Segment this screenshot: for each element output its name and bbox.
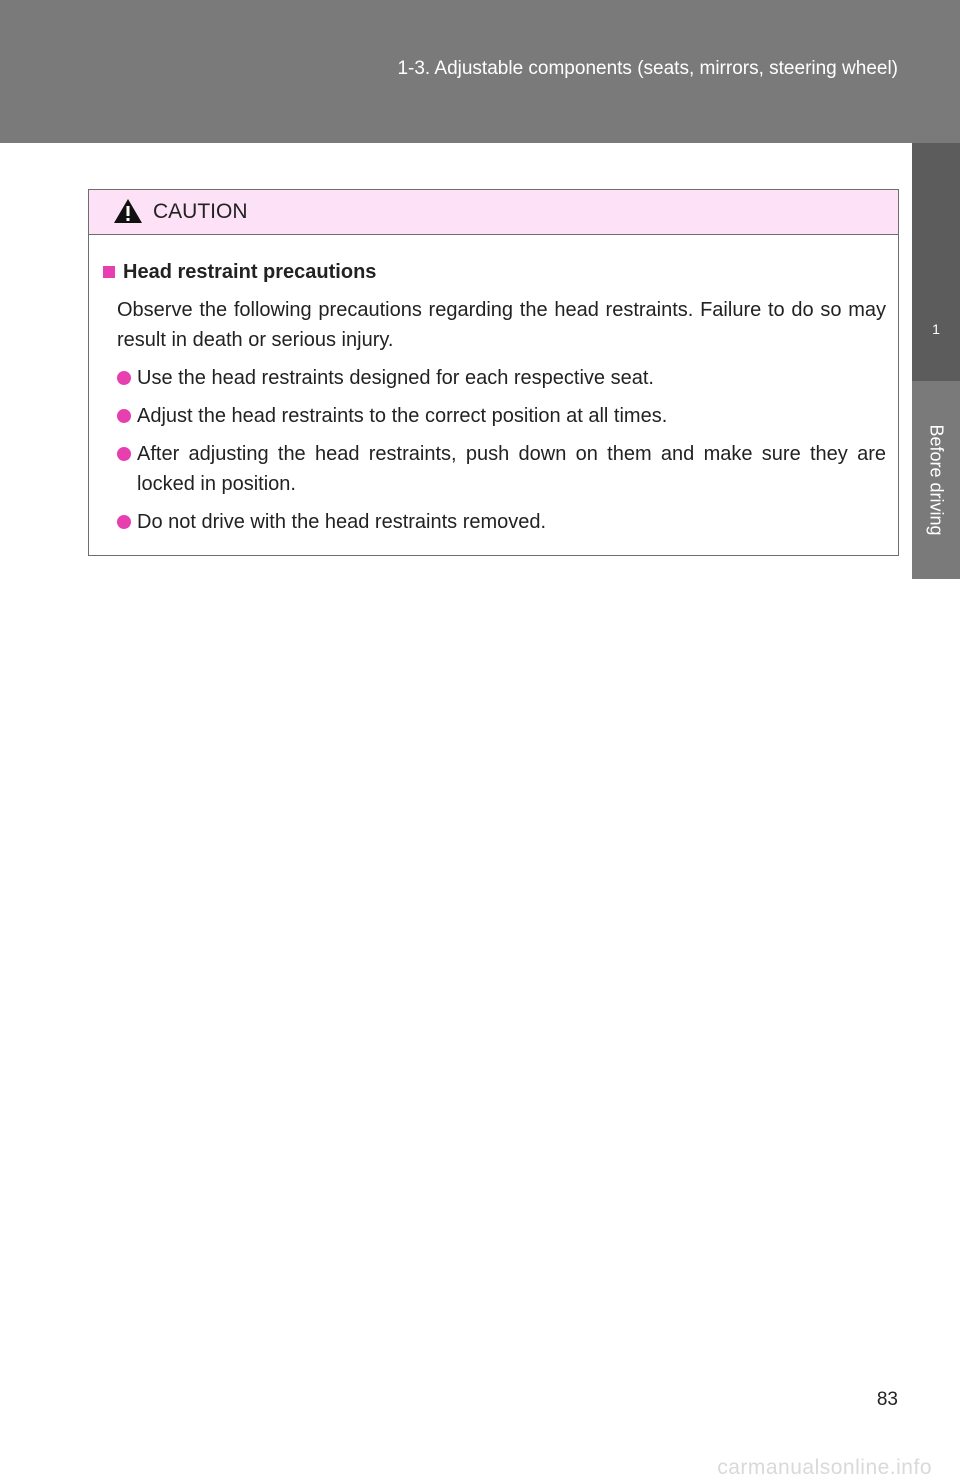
round-bullet-icon bbox=[117, 409, 131, 423]
list-item bbox=[101, 439, 886, 499]
list-item bbox=[101, 401, 886, 431]
caution-body bbox=[89, 235, 898, 537]
chapter-label: Before driving bbox=[926, 424, 947, 536]
caution-box bbox=[88, 189, 899, 556]
chapter-number-tab bbox=[912, 143, 960, 381]
list-item-text: Use the head restraints designed for each respective seat. bbox=[137, 367, 654, 389]
caution-title: CAUTION bbox=[153, 200, 248, 223]
round-bullet-icon bbox=[117, 447, 131, 461]
page-number: 83 bbox=[876, 1389, 898, 1410]
caution-header bbox=[89, 190, 898, 235]
precaution-list bbox=[101, 363, 886, 537]
list-item-text: Adjust the head restraints to the correct position at all times. bbox=[137, 405, 668, 427]
list-item-text: After adjusting the head restraints, push down on them and make sure they are locked in position. bbox=[137, 443, 886, 495]
section-title-row bbox=[101, 257, 886, 287]
round-bullet-icon bbox=[117, 371, 131, 385]
watermark bbox=[0, 1454, 960, 1484]
chapter-label-tab bbox=[912, 381, 960, 579]
list-item bbox=[101, 507, 886, 537]
header-bar bbox=[0, 0, 960, 143]
round-bullet-icon bbox=[117, 515, 131, 529]
chapter-number: 1 bbox=[932, 321, 940, 337]
warning-triangle-icon bbox=[113, 198, 143, 224]
square-bullet-icon bbox=[103, 266, 115, 278]
list-item bbox=[101, 363, 886, 393]
section-header-title: 1-3. Adjustable components (seats, mirrors, steering wheel) bbox=[397, 58, 898, 79]
intro-paragraph: Observe the following precautions regarding the head restraints. Failure to do so may result in death or serious injury. bbox=[117, 299, 886, 351]
list-item-text: Do not drive with the head restraints removed. bbox=[137, 511, 547, 533]
watermark-text: carmanualsonline.info bbox=[717, 1456, 932, 1479]
section-title: Head restraint precautions bbox=[123, 261, 377, 283]
